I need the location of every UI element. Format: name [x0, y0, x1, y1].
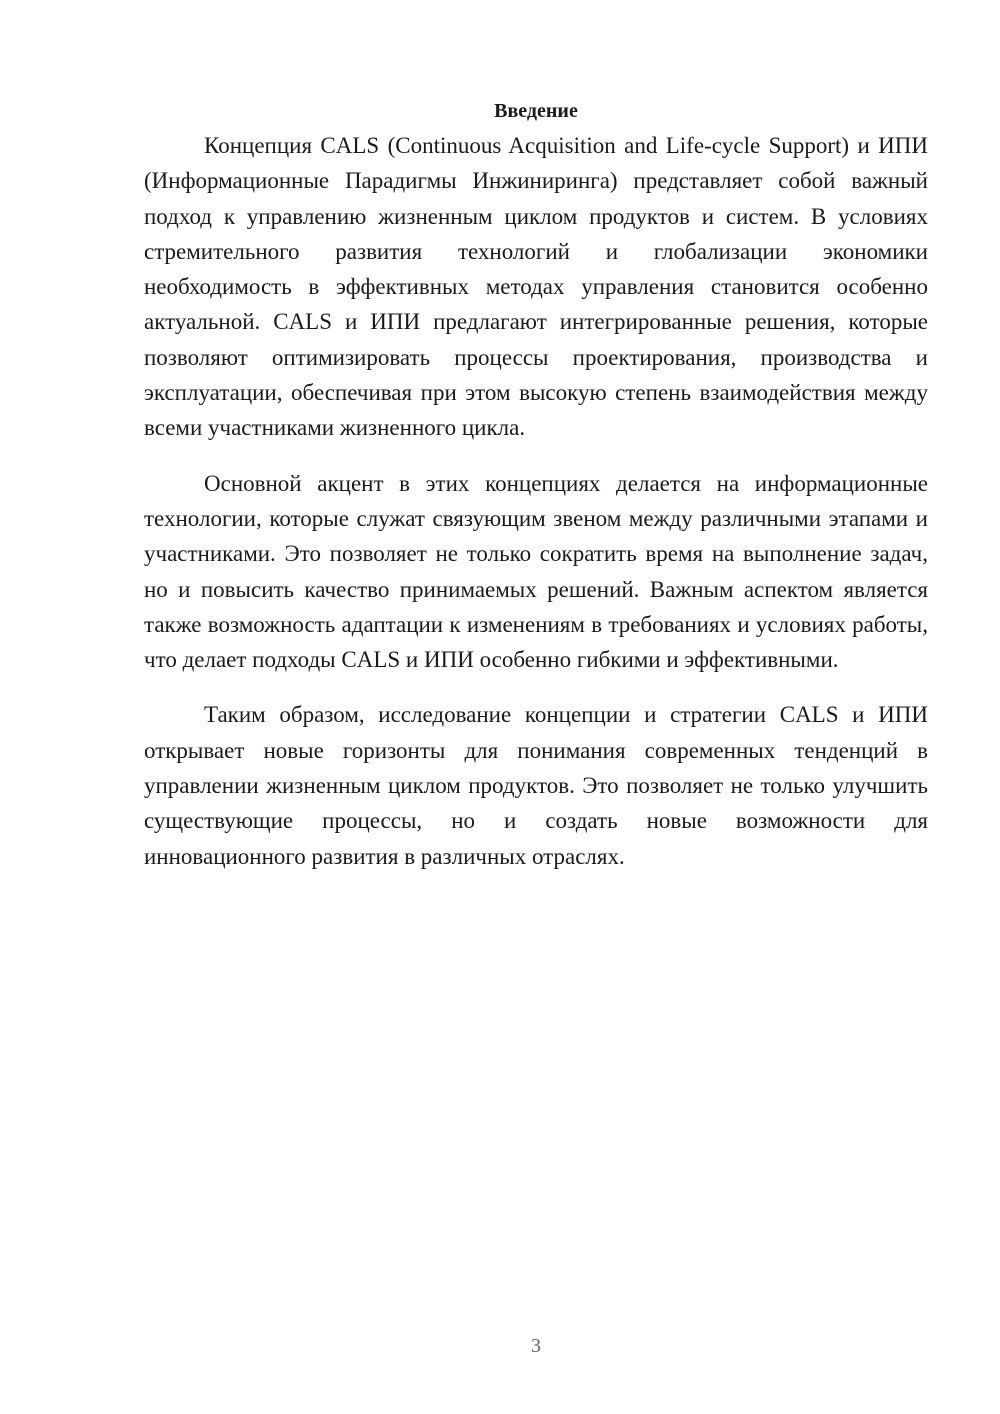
- paragraph-2: Основной акцент в этих концепциях делается на информационные технологии, которые служат связующим звеном между различными этапами и участниками. Это позволяет не только сократить время на выполнение задач, но и повысить качество принимаемых решений. Важным аспектом является также возможность адаптации к изменениям в требованиях и условиях работы, что делает подходы CALS и ИПИ особенно гибкими и эффективными.: [144, 470, 928, 673]
- paragraph-3: Таким образом, исследование концепции и стратегии CALS и ИПИ открывает новые горизонты для понимания современных тенденций в управлении жизненным циклом продуктов. Это позволяет не только улучшить существующие процессы, но и создать новые возможности для инновационного развития в различных отраслях.: [144, 702, 928, 869]
- page-number: 3: [531, 1335, 541, 1357]
- paragraph-1: Концепция CALS (Continuous Acquisition and Life-cycle Support) и ИПИ (Информационные Парадигмы Инжиниринга) представляет собой важный подход к управлению жизненным циклом продуктов и систем. В условиях стремительного развития технологий и глобализации экономики необходимость в эффективных методах управления становится особенно актуальной. CALS и ИПИ предлагают интегрированные решения, которые позволяют оптимизировать процессы проектирования, производства и эксплуатации, обеспечивая при этом высокую степень взаимодействия между всеми участниками жизненного цикла.: [144, 133, 928, 441]
- section-heading: Введение: [494, 100, 578, 122]
- page-content: [144, 96, 928, 894]
